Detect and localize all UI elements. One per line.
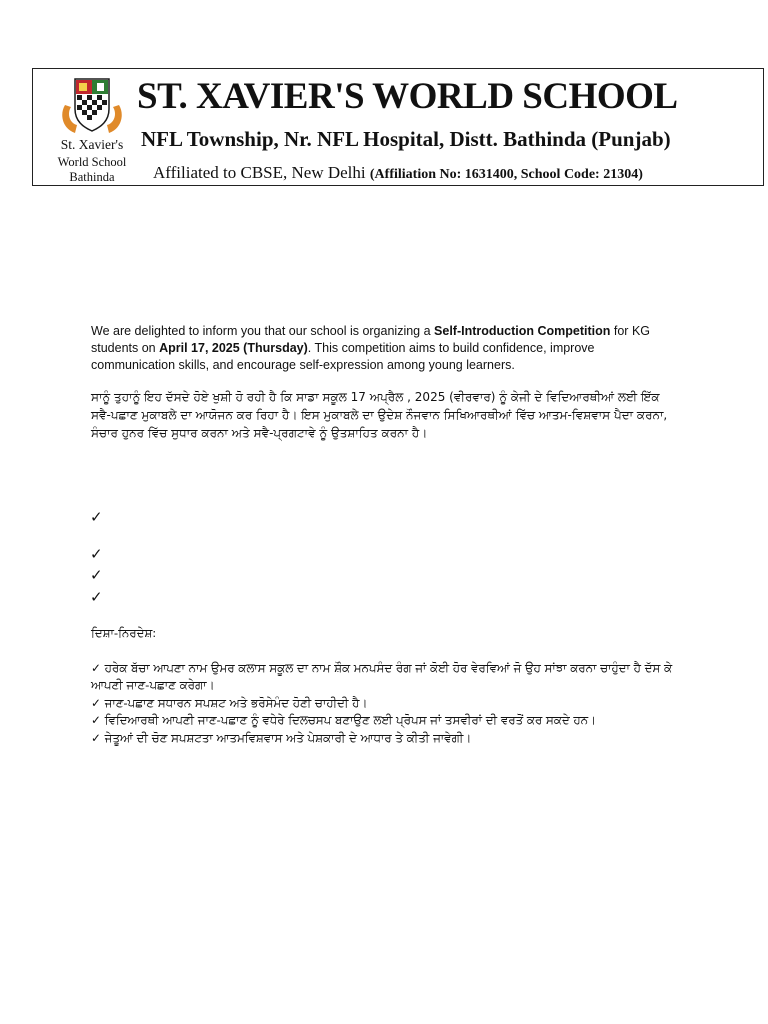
notice-body — [91, 323, 681, 442]
affiliation-line — [153, 163, 643, 183]
competition-date: April 17, 2025 (Thursday) — [159, 341, 308, 355]
letterhead — [32, 68, 764, 186]
logo-text-world-school: World School — [57, 155, 127, 169]
check-icon: ✓ — [90, 566, 103, 584]
notice-english-paragraph — [91, 323, 681, 374]
guideline-item: ✓ ਵਿਦਿਆਰਥੀ ਆਪਣੀ ਜਾਣ-ਪਛਾਣ ਨੂੰ ਵਧੇਰੇ ਦਿਲਚਸਪ ਬਣਾਉਣ ਲਈ ਪ੍ਰੋਪਸ ਜਾਂ ਤਸਵੀਰਾਂ ਦੀ ਵਰਤੋਂ ਕਰ ਸਕਦੇ ਹਨ। — [91, 713, 596, 727]
check-icon: ✓ — [90, 545, 103, 563]
notice-punjabi-paragraph: ਸਾਨੂੰ ਤੁਹਾਨੂੰ ਇਹ ਦੱਸਦੇ ਹੋਏ ਖੁਸ਼ੀ ਹੋ ਰਹੀ ਹੈ ਕਿ ਸਾਡਾ ਸਕੂਲ 17 ਅਪ੍ਰੈਲ , 2025 (ਵੀਰਵਾਰ) ਨੂੰ ਕੇਜੀ ਦੇ ਵਿਦਿਆਰਥੀਆਂ ਲਈ ਇੱਕ ਸਵੈ-ਪਛਾਣ ਮੁਕਾਬਲੇ ਦਾ ਆਯੋਜਨ ਕਰ ਰਿਹਾ ਹੈ। ਇਸ ਮੁਕਾਬਲੇ ਦਾ ਉਦੇਸ਼ ਨੌਜਵਾਨ ਸਿਖਿਆਰਥੀਆਂ ਵਿੱਚ ਆਤਮ-ਵਿਸ਼ਵਾਸ ਪੈਦਾ ਕਰਨਾ, ਸੰਚਾਰ ਹੁਨਰ ਵਿੱਚ ਸੁਧਾਰ ਕਰਨਾ ਅਤੇ ਸਵੈ-ਪ੍ਰਗਟਾਵੇ ਨੂੰ ਉਤਸ਼ਾਹਿਤ ਕਰਨਾ ਹੈ। — [91, 390, 668, 440]
guidelines-heading: ਦਿਸ਼ਾ-ਨਿਰਦੇਸ਼: — [91, 626, 157, 640]
check-icon: ✓ — [90, 588, 103, 606]
school-logo — [37, 73, 147, 183]
school-address: NFL Township, Nr. NFL Hospital, Distt. Bathinda (Punjab) — [141, 127, 671, 151]
competition-name: Self-Introduction Competition — [434, 324, 611, 338]
guideline-item: ✓ ਹਰੇਕ ਬੱਚਾ ਆਪਣਾ ਨਾਮ ਉਮਰ ਕਲਾਸ ਸਕੂਲ ਦਾ ਨਾਮ ਸ਼ੌਕ ਮਨਪਸੰਦ ਰੰਗ ਜਾਂ ਕੋਈ ਹੋਰ ਵੇਰਵਿਆਂ ਜੋ ਉਹ ਸਾਂਝਾ ਕਰਨਾ ਚਾਹੁੰਦਾ ਹੈ ਦੱਸ ਕੇ ਆਪਣੀ ਜਾਣ-ਪਛਾਣ ਕਰੇਗਾ। — [91, 660, 673, 692]
affiliation-prefix: Affiliated to CBSE, New Delhi — [153, 163, 370, 182]
affiliation-details: (Affiliation No: 1631400, School Code: 21304) — [369, 167, 643, 182]
guideline-item: ✓ ਜਾਣ-ਪਛਾਣ ਸਧਾਰਨ ਸਪਸ਼ਟ ਅਤੇ ਭਰੋਸੇਮੰਦ ਹੋਣੀ ਚਾਹੀਦੀ ਹੈ। — [91, 695, 368, 710]
notice-text: We are delighted to inform you that our school is organizing a — [91, 324, 435, 338]
notice-text: for KG students on — [91, 324, 650, 355]
logo-text-city: Bathinda — [69, 170, 115, 184]
guideline-item: ✓ ਜੇਤੂਆਂ ਦੀ ਚੋਣ ਸਪਸ਼ਟਤਾ ਆਤਮਵਿਸ਼ਵਾਸ ਅਤੇ ਪੇਸ਼ਕਾਰੀ ਦੇ ਆਧਾਰ ਤੇ ਕੀਤੀ ਜਾਵੇਗੀ। — [91, 730, 472, 745]
guidelines-section — [91, 625, 691, 747]
notice-text: . This competition aims to build confidence, improve communication skills, and encourage self-expression among young learners. — [91, 341, 595, 372]
logo-text-school: St. Xavier's — [60, 137, 124, 152]
check-icon: ✓ — [90, 508, 103, 526]
crest-icon — [57, 75, 127, 137]
school-name: ST. XAVIER'S WORLD SCHOOL — [137, 76, 678, 117]
